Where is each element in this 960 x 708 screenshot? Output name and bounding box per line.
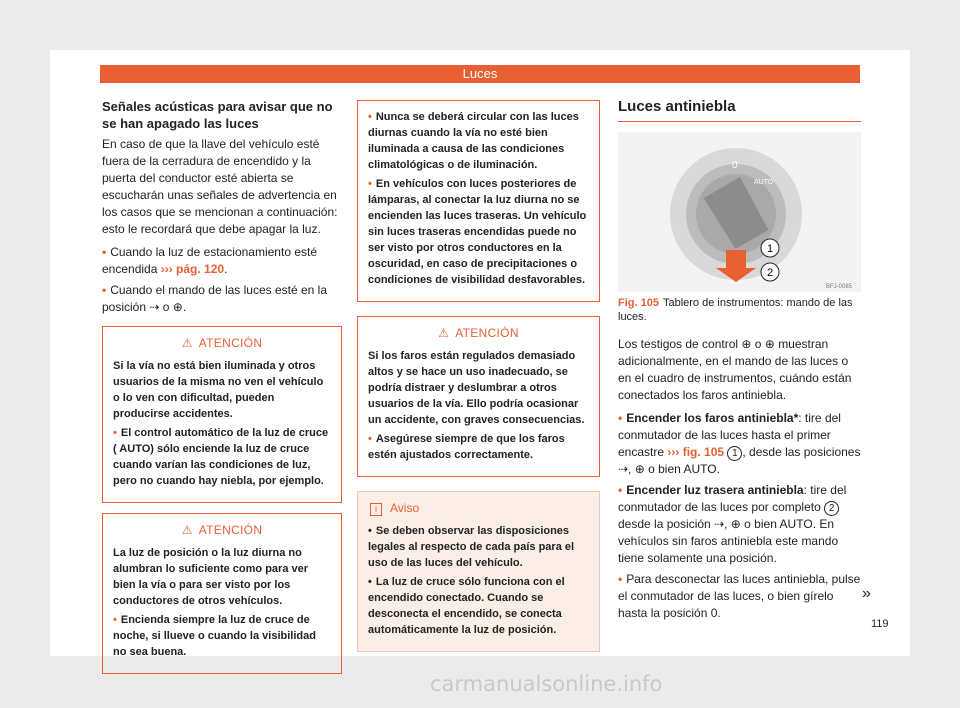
warning-text: Si los faros están regulados demasiado altos y se hace un uso inadecuado, se podría distraer y deslumbrar a otros usuarios de la vía. Ello podría ocasionar un accidente, con graves consecuencias.: [368, 350, 585, 426]
bullet-icon: •: [618, 483, 623, 497]
warning-body: [368, 109, 589, 288]
position-auto-label: AUTO: [754, 179, 774, 186]
warning-box-continued: [357, 100, 600, 302]
bullet-bold: Encender luz trasera antiniebla: [626, 483, 804, 497]
warning-text: La luz de posición o la luz diurna no alumbran lo suficiente como para ver bien la vía o para ser visto por los conductores de otros vehículos.: [113, 547, 309, 607]
callout-2: 2: [767, 267, 774, 279]
bullet-text: : tire del conmutador de las luces por completo: [618, 483, 847, 514]
col3-bullet-2: [618, 482, 861, 567]
col3-paragraph: Los testigos de control ⊕ o ⊕ muestran adicionalmente, en el mando de las luces o en el cuadro de instrumentos, cuándo están conectados los faros antiniebla.: [618, 337, 852, 402]
warning-bullet: [368, 176, 589, 288]
warning-bullet: [368, 431, 589, 463]
warning-box-2: [102, 513, 342, 674]
bullet-icon: •: [368, 525, 372, 537]
warning-bullet-text: El control automático de la luz de cruce ( AUTO) sólo enciende la luz de cruce cuando varían las condiciones de luz, pero no cuando hay niebla, por ejemplo.: [113, 427, 329, 487]
warning-label: ATENCIÓN: [455, 326, 519, 340]
bullet-icon: •: [102, 245, 107, 259]
warning-box-1: [102, 326, 342, 503]
notice-bullet: [368, 523, 589, 571]
bullet-icon: •: [102, 283, 107, 297]
warning-text: Si la vía no está bien iluminada y otros usuarios de la misma no ven el vehículo o lo ven con dificultad, pueden producirse accidentes.: [113, 360, 324, 420]
warning-body: [368, 348, 589, 463]
warning-bullet: [368, 109, 589, 173]
warning-bullet: [113, 612, 331, 660]
warning-header: [113, 522, 331, 539]
col1-bullet-1: • Cuando la luz de estacionamiento esté encendida ››› pág. 120.: [102, 245, 318, 276]
warning-label: ATENCIÓN: [198, 523, 263, 537]
bullet-icon: •: [368, 111, 372, 123]
warning-body: [113, 358, 331, 489]
light-switch-figure: [618, 132, 861, 292]
warning-triangle-icon: ⚠: [438, 326, 450, 340]
col3-bullet-1: [618, 410, 861, 478]
section-title: Luces antiniebla: [618, 98, 861, 122]
page-link[interactable]: ››› pág. 120: [160, 262, 225, 276]
figure-link[interactable]: ››› fig. 105: [667, 445, 725, 459]
warning-bullet-text: Asegúrese siempre de que los faros estén ajustados correctamente.: [368, 433, 565, 461]
watermark: carmanualsonline.info: [430, 672, 663, 696]
notice-label: Aviso: [390, 501, 420, 515]
position-0-label: 0: [732, 160, 738, 171]
light-switch-illustration: [618, 132, 861, 292]
bullet-text: Para desconectar las luces antiniebla, pulse el conmutador de las luces, o bien gírelo hasta la posición 0.: [618, 572, 861, 620]
notice-header: [368, 500, 589, 517]
warning-body: [113, 545, 331, 660]
warning-bullet-text: En vehículos con luces posteriores de lámparas, al conectar la luz diurna no se encienden las luces traseras. Un vehículo sin luces traseras encendidas puede no ser visto por otros conductores en la oscuridad, en caso de precipitaciones o condiciones de visibilidad desfavorables.: [368, 178, 587, 286]
bullet-text: Cuando la luz de estacionamiento esté encendida: [102, 245, 318, 276]
column-1: [102, 98, 342, 674]
warning-bullet-text: Encienda siempre la luz de cruce de noche, si llueve o cuando la visibilidad no sea buena.: [113, 614, 316, 658]
notice-body: [368, 523, 589, 638]
warning-bullet-text: Nunca se deberá circular con las luces diurnas cuando la vía no esté bien iluminada a causa de las condiciones climatológicas o de iluminación.: [368, 111, 579, 171]
bullet-icon: •: [368, 576, 372, 588]
warning-triangle-icon: ⚠: [181, 336, 193, 350]
bullet-icon: •: [113, 427, 117, 439]
page-number: 119: [871, 618, 889, 630]
figure-caption-text: Tablero de instrumentos: mando de las luces.: [618, 297, 853, 323]
col1-bullet-2: [102, 282, 342, 316]
bullet-icon: •: [618, 411, 623, 425]
warning-bullet: [113, 425, 331, 489]
bullet-icon: •: [618, 572, 623, 586]
bullet-icon: •: [368, 178, 372, 190]
notice-bullet: [368, 574, 589, 638]
warning-header: [368, 325, 589, 342]
callout-1: 1: [767, 243, 774, 255]
warning-label: ATENCIÓN: [198, 336, 263, 350]
bullet-bold: Encender los faros antiniebla*: [626, 411, 799, 425]
col1-title: Señales acústicas para avisar que no se han apagado las luces: [102, 99, 333, 131]
bullet-icon: •: [368, 433, 372, 445]
section-header: Luces: [100, 65, 860, 83]
info-icon: i: [370, 503, 382, 516]
col1-paragraph: En caso de que la llave del vehículo esté fuera de la cerradura de encendido y la puerta del conductor esté abierta se escucharán unas señales de advertencia en los casos que se mencionan a continuación: esto le recordará que debe apagar la luz.: [102, 137, 338, 236]
callout-ref: 1: [727, 446, 742, 461]
bullet-text: desde la posición ⇢, ⊕ o bien AUTO. En vehículos sin faros antiniebla este mando tiene solamente una posición.: [618, 517, 839, 565]
bullet-icon: •: [113, 614, 117, 626]
warning-box-3: [357, 316, 600, 477]
column-2: [357, 98, 600, 652]
bullet-text: Cuando el mando de las luces esté en la posición ⇢ o ⊕.: [102, 283, 328, 314]
bullet-text: , desde las posiciones ⇢, ⊕ o bien AUTO.: [618, 445, 861, 476]
figure-ref: BFJ-0085: [826, 284, 853, 290]
column-3: [618, 98, 861, 626]
col3-bullet-3: [618, 571, 861, 622]
notice-box: [357, 491, 600, 652]
figure-label: Fig. 105: [618, 297, 659, 309]
next-page-icon: »: [862, 585, 871, 602]
callout-ref: 2: [824, 501, 839, 516]
warning-triangle-icon: ⚠: [181, 523, 193, 537]
warning-header: [113, 335, 331, 352]
bullet-text: : tire del conmutador de las luces hasta el primer encastre: [618, 411, 841, 459]
notice-bullet-text: Se deben observar las disposiciones legales al respecto de cada país para el uso de las luces del vehículo.: [368, 525, 575, 569]
figure-caption: [618, 296, 861, 324]
notice-bullet-text: La luz de cruce sólo funciona con el encendido conectado. Cuando se desconecta el encendido, se conecta automáticamente la luz de posición.: [368, 576, 565, 636]
